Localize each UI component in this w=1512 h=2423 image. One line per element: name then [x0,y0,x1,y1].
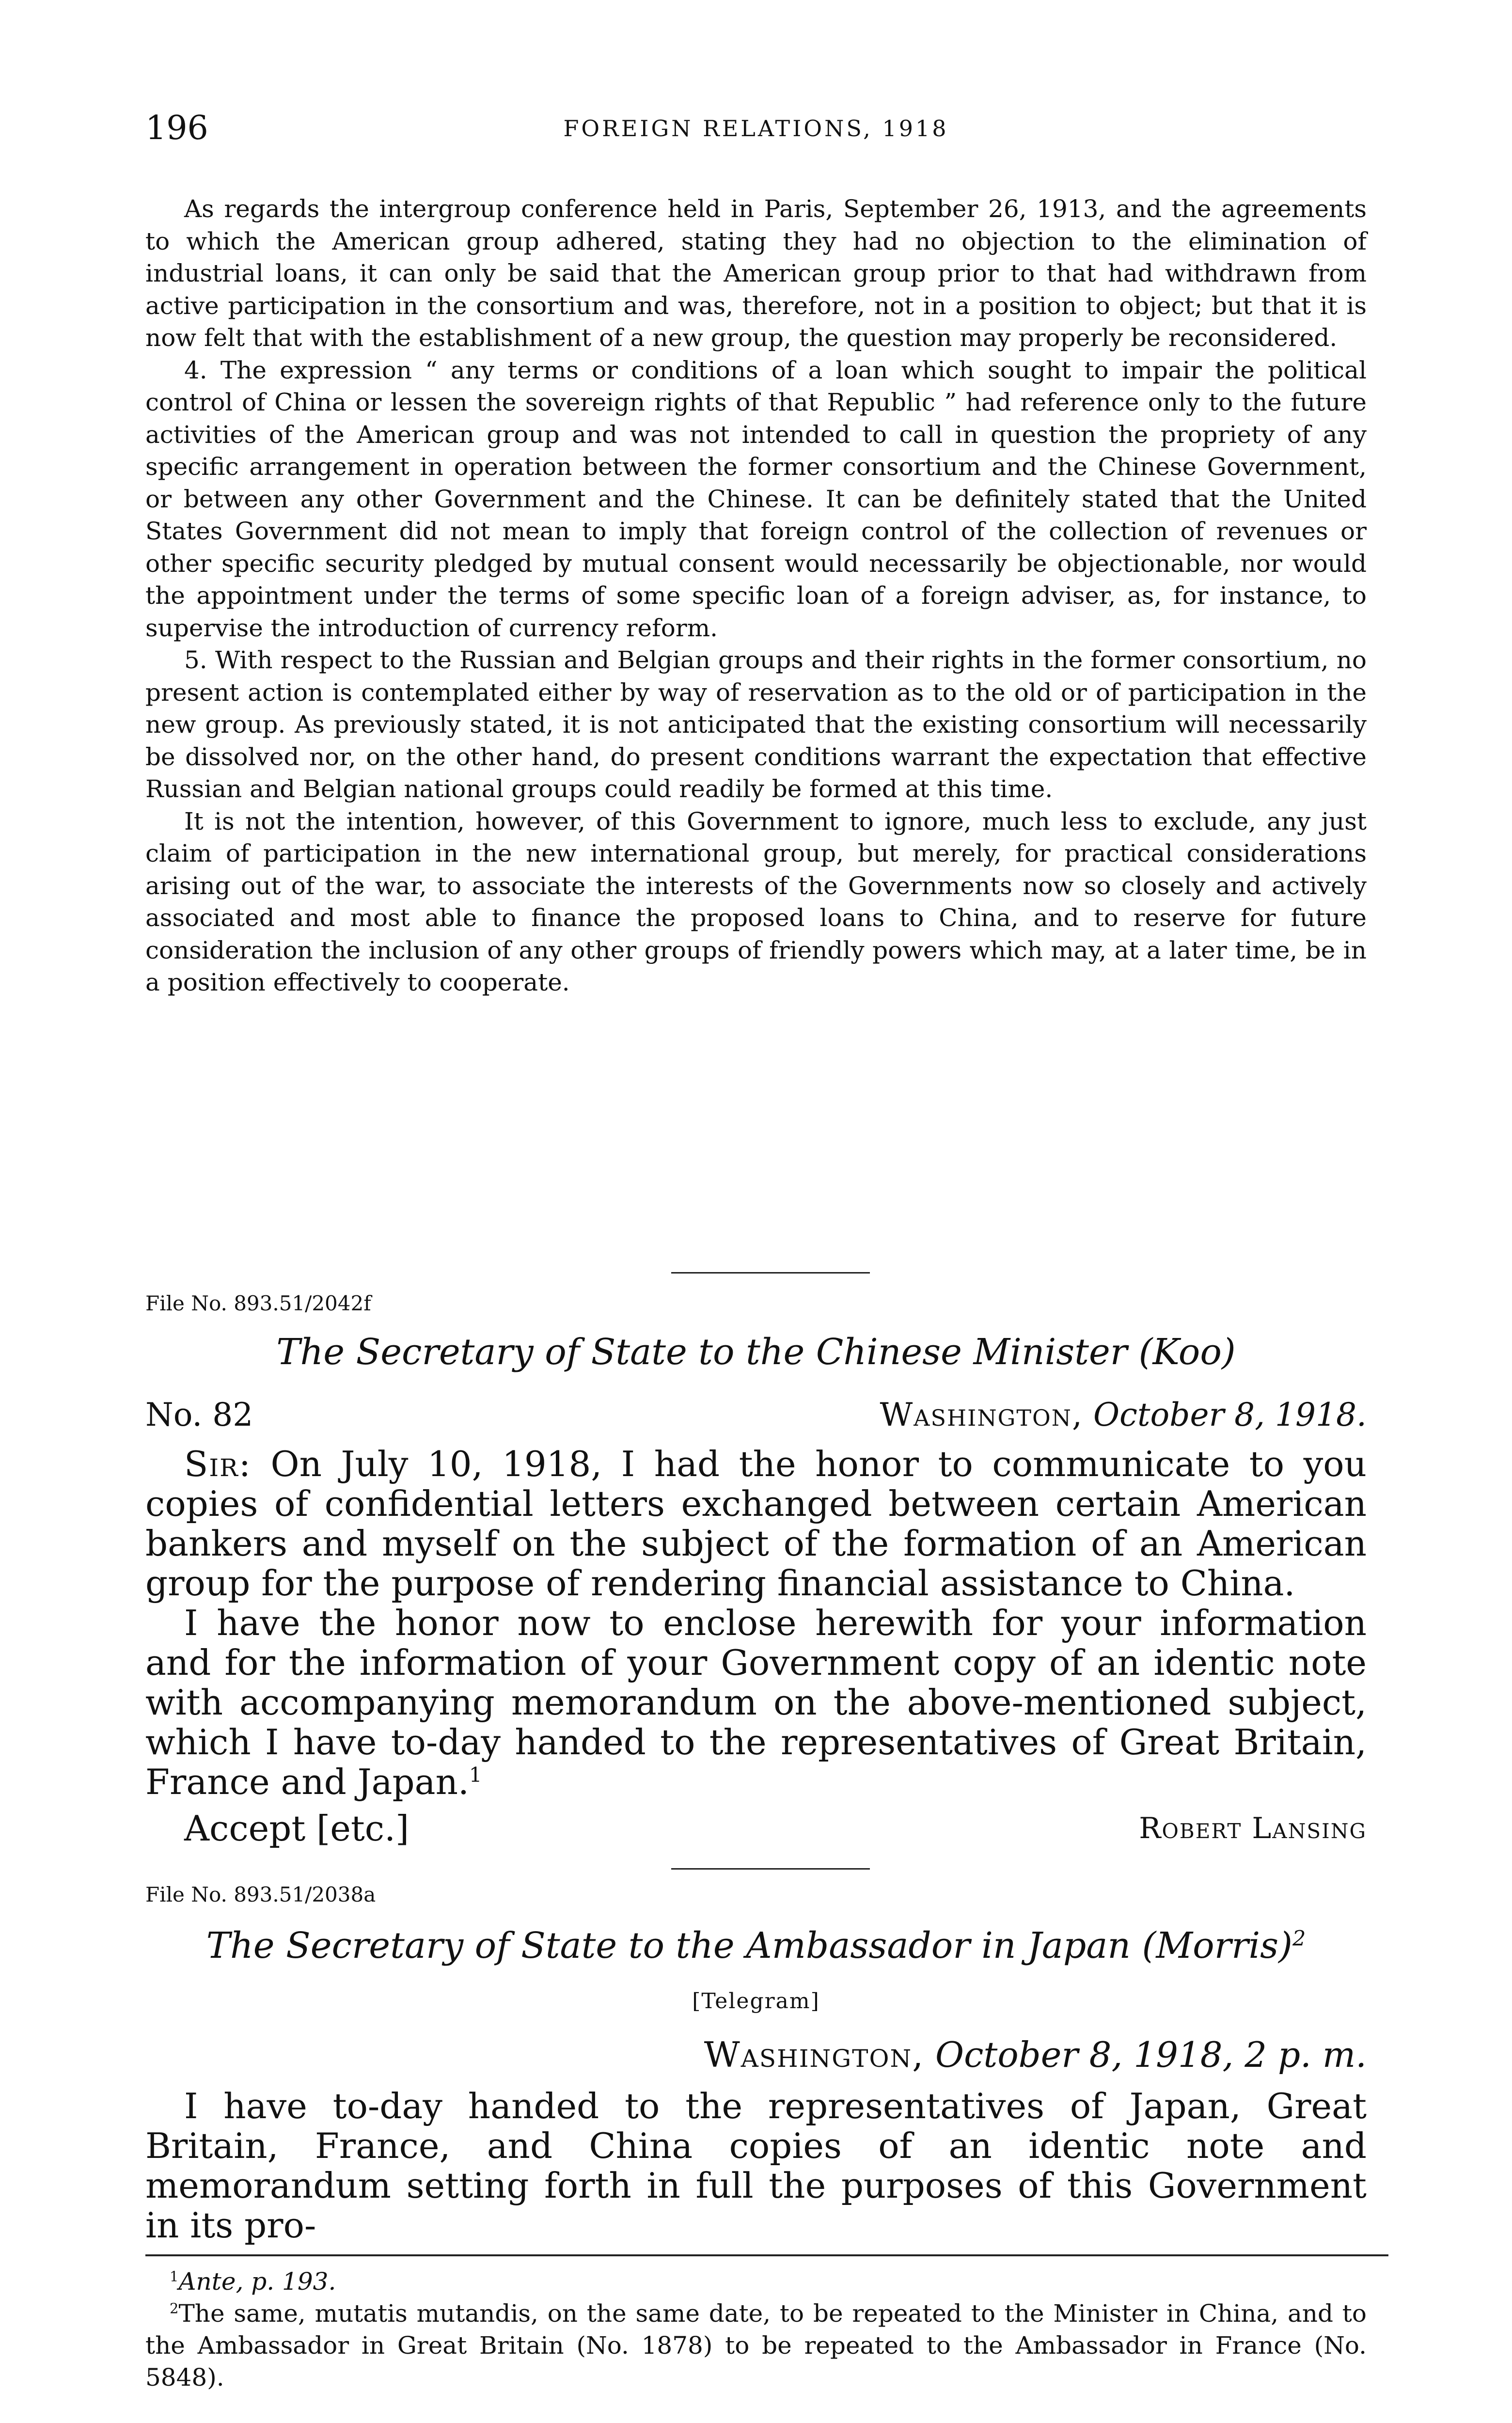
place-date [704,2030,1367,2079]
footnote-ref: 1 [469,1763,482,1787]
section-divider [671,1272,870,1274]
section-divider [671,1868,870,1870]
footnote-marker: 1 [170,2268,179,2285]
footnote [145,2266,1367,2297]
document-title [145,1921,1367,1970]
file-number: File No. 893.51/2042f [145,1291,371,1315]
date: October 8, 1918. [1093,1396,1367,1433]
signature: Robert Lansing [1139,1811,1367,1845]
page-number: 196 [145,109,208,147]
paragraph: 4. The expression “ any terms or conditions of a loan which sought to impair the political control of China or lessen the sovereign rights of that Republic ” had reference only to the future activities of the American group and was not intended to call in question the propriety of any specific arrangement in operation between the former consortium and the Chinese Government, or between any other Government and the Chinese. It can be definitely stated that the United States Government did not mean to imply that foreign control of the collection of revenues or other specific security pledged by mutual consent would necessarily be objectionable, nor would the appointment under the terms of some specific loan of a foreign adviser, as, for instance, to supervise the introduction of currency reform. [145,356,1367,642]
place: Washington, [704,2034,925,2075]
closing: Accept [etc.] [184,1808,410,1849]
paragraph: It is not the intention, however, of this Government to ignore, much less to exclude, any just claim of participation in the new international group, but merely, for practical considerations arising out of the war, to associate the interests of the Governments now so closely and actively associated and most able to finance the proposed loans to China, and to reserve for future consideration the inclusion of any other groups of friendly powers which may, at a later time, be in a position effectively to cooperate. [145,807,1367,996]
document-title: The Secretary of State to the Chinese Minister (Koo) [276,1331,1236,1373]
file-number: File No. 893.51/2038a [145,1883,376,1906]
paragraph-text: I have the honor now to enclose herewith for your information and for the information of your Government copy of an identic note with accompanying memorandum on the above-mentioned subject, which I have to-day handed to the representatives of Great Britain, France and Japan. [145,1603,1367,1802]
paragraph-text: On July 10, 1918, I had the honor to communicate to you copies of confidential letters exchanged between certain American bankers and myself on the subject of the formation of an American group for the purpose of rendering financial assistance to China. [145,1444,1367,1604]
page-header [145,104,1367,153]
title-text: The Secretary of State to the Ambassador in Japan (Morris) [206,1925,1292,1967]
footnote-text: The same, mutatis mutandis, on the same date, to be repeated to the Minister in China, and to the Ambassador in Great Britain (No. 1878) to be repeated to the Ambassador in France (No. 5848). [145,2299,1367,2392]
footnote-divider [145,2254,1388,2256]
footnote [145,2297,1367,2393]
paragraph: 5. With respect to the Russian and Belgian groups and their rights in the former consortium, no present action is contemplated either by way of reservation as to the old or of participation in the new group. As previously stated, it is not anticipated that the existing consortium will necessarily be dissolved nor, on the other hand, do present conditions warrant the expectation that effective Russian and Belgian national groups could readily be formed at this time. [145,646,1367,803]
footnote-text: Ante, p. 193. [178,2267,336,2296]
document-number: No. 82 [145,1396,253,1433]
footnote-marker: 2 [170,2300,179,2317]
paragraph [145,1444,1367,1603]
letter-body [145,1444,1367,1802]
salutation: Sir: [184,1444,252,1484]
telegram-body [145,2086,1367,2245]
footnote-ref: 2 [1292,1926,1306,1951]
paragraph: I have to-day handed to the representatives of Japan, Great Britain, France, and China copies of an identic note and memorandum setting forth in full the purposes of this Government in its pro- [145,2086,1367,2246]
place: Washington, [880,1396,1083,1433]
paragraph [145,1603,1367,1802]
format-note: [Telegram] [692,1989,820,2014]
running-head: FOREIGN RELATIONS, 1918 [563,115,949,142]
paragraph: As regards the intergroup conference held in Paris, September 26, 1913, and the agreements to which the American group adhered, stating they had no objection to the elimination of industrial loans, it can only be said that the American group prior to that had withdrawn from active participation in the consortium and was, therefore, not in a position to object; but that it is now felt that with the establishment of a new group, the question may properly be reconsidered. [145,195,1367,352]
continuation-text [145,193,1367,999]
date: October 8, 1918, 2 p. m. [935,2034,1367,2075]
footnotes [145,2266,1367,2393]
place-date [880,1393,1367,1437]
